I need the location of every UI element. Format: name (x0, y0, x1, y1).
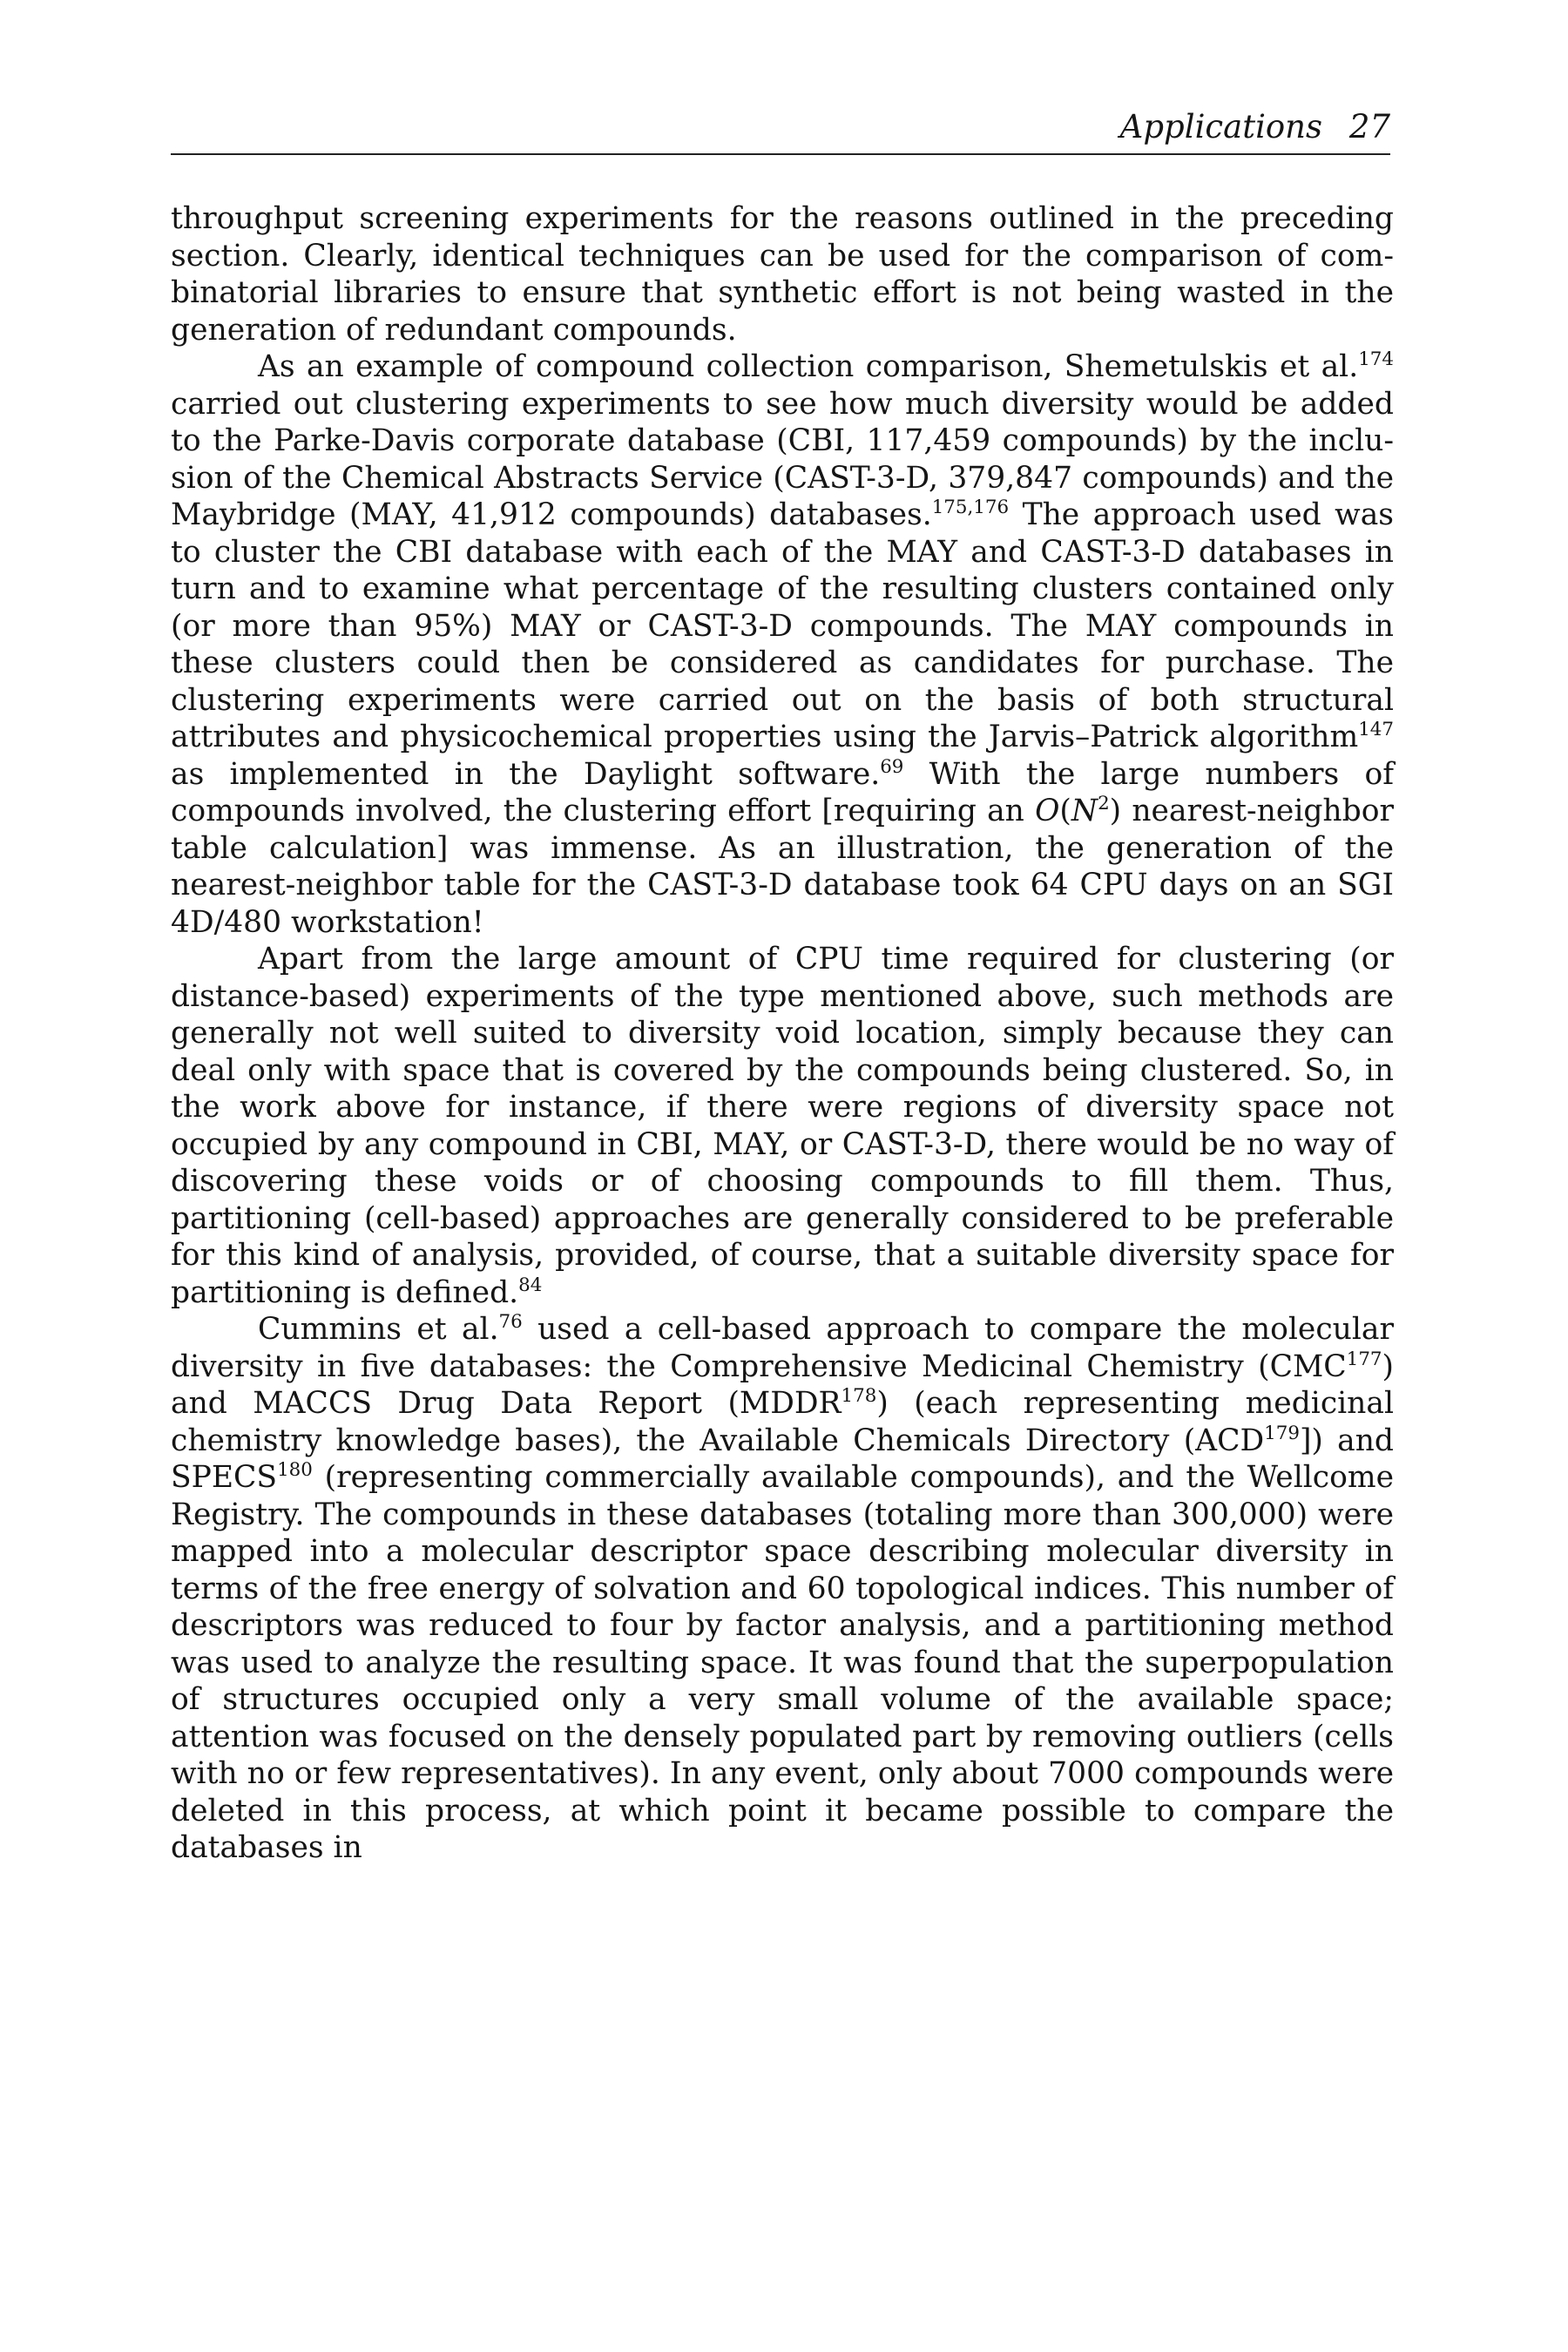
reference-superscript: 147 (1358, 718, 1394, 740)
text-segment: ) nearest-neighbor table calculation] was immense. As an illustration, the generation of the nearest-neighbor table for the CAST-3-D database took 64 CPU days on an SGI 4D/480 workstation! (171, 794, 1394, 940)
paragraph (171, 1311, 1394, 1867)
text-segment: With the large numbers of compounds involved, the clustering effort [requiring an (171, 756, 1394, 828)
reference-superscript: 76 (498, 1310, 523, 1333)
reference-superscript: 180 (277, 1458, 313, 1481)
text-segment: ) and MACCS Drug Data Report (MDDR (171, 1348, 1394, 1421)
text-segment: ]) and SPECS (171, 1423, 1394, 1495)
reference-superscript: 175,176 (931, 496, 1010, 518)
reference-superscript: 84 (518, 1274, 543, 1296)
italic-symbol: O (1035, 794, 1060, 828)
text-segment: (representing commercially available compounds), and the Wellcome Registry. The compounds in these databases (totaling more than 300,000) were mapped into a molecular descriptor space describing molecular diversity in terms of the free energy of solvation and 60 topological indices. This number of descriptors was reduced to four by factor analysis, and a partitioning method was used to analyze the resulting space. It was found that the superpopulation of structures occupied only a very small volume of the available space; attention was focused on the densely populated part by removing outliers (cells with no or few representatives). In any event, only about 7000 compounds were deleted in this process, at which point it became possible to compare the databases in (171, 1460, 1394, 1865)
paragraph (171, 348, 1394, 941)
reference-superscript: 179 (1264, 1422, 1300, 1444)
page-number: 27 (1348, 108, 1390, 145)
body-text (171, 200, 1394, 1867)
reference-superscript: 178 (841, 1384, 877, 1407)
reference-superscript: 69 (880, 755, 904, 778)
paragraph (171, 941, 1394, 1311)
text-segment: used a cell-based approach to compare the molecular diversity in five databases: the Comprehensive Medicinal Chemistry (CMC (171, 1312, 1394, 1384)
text-segment: ) (each representing medicinal chemistry knowledge bases), the Available Chemicals Directory (ACD (171, 1386, 1394, 1458)
reference-superscript: 177 (1346, 1348, 1382, 1370)
text-segment: Apart from the large amount of CPU time required for clustering (or distance-based) experiments of the type mentioned above, such methods are generally not well suited to diversity void location, simply because they can deal only with space that is covered by the compounds being clustered. So, in the work above for instance, if there were regions of diversity space not occupied by any compound in CBI, MAY, or CAST-3-D, there would be no way of discovering these voids or of choosing compounds to fill them. Thus, partitioning (cell-based) approaches are generally considered to be preferable for this kind of analysis, provided, of course, that a suitable diversity space for partitioning is defined. (171, 942, 1394, 1310)
running-header (171, 106, 1390, 155)
text-segment: As an example of compound collection comparison, Shemetulskis et al. (258, 349, 1359, 384)
text-segment: as implemented in the Daylight software. (171, 756, 881, 792)
italic-symbol: N (1071, 794, 1098, 828)
text-segment: carried out clustering experiments to see how much diversity would be added to the Parke-Davis corporate database (CBI, 117,459 compounds) by the inclusion of the Chemical Abstracts Service (CAST-3-D, 379,847 compounds) and the Maybridge (MAY, 41,912 compounds) databases. (171, 386, 1394, 532)
reference-superscript: 2 (1098, 792, 1110, 814)
running-title: Applications (1119, 108, 1322, 145)
text-segment: ( (1059, 794, 1071, 828)
paragraph (171, 200, 1394, 348)
reference-superscript: 174 (1358, 348, 1394, 370)
text-segment: throughput screening experiments for the reasons outlined in the preceding section. Clearly, identical techniques can be used for the comparison of combinatorial libraries to ensure that synthetic effort is not being wasted in the generation of redundant compounds. (171, 201, 1394, 348)
text-segment: The approach used was to cluster the CBI database with each of the MAY and CAST-3-D databases in turn and to examine what percentage of the resulting clusters contained only (or more than 95%) MAY or CAST-3-D compounds. The MAY compounds in these clusters could then be considered as candidates for purchase. The clustering experiments were carried out on the basis of both structural attributes and physicochemical properties using the Jarvis–Patrick algorithm (171, 497, 1394, 754)
text-segment: Cummins et al. (258, 1312, 499, 1347)
